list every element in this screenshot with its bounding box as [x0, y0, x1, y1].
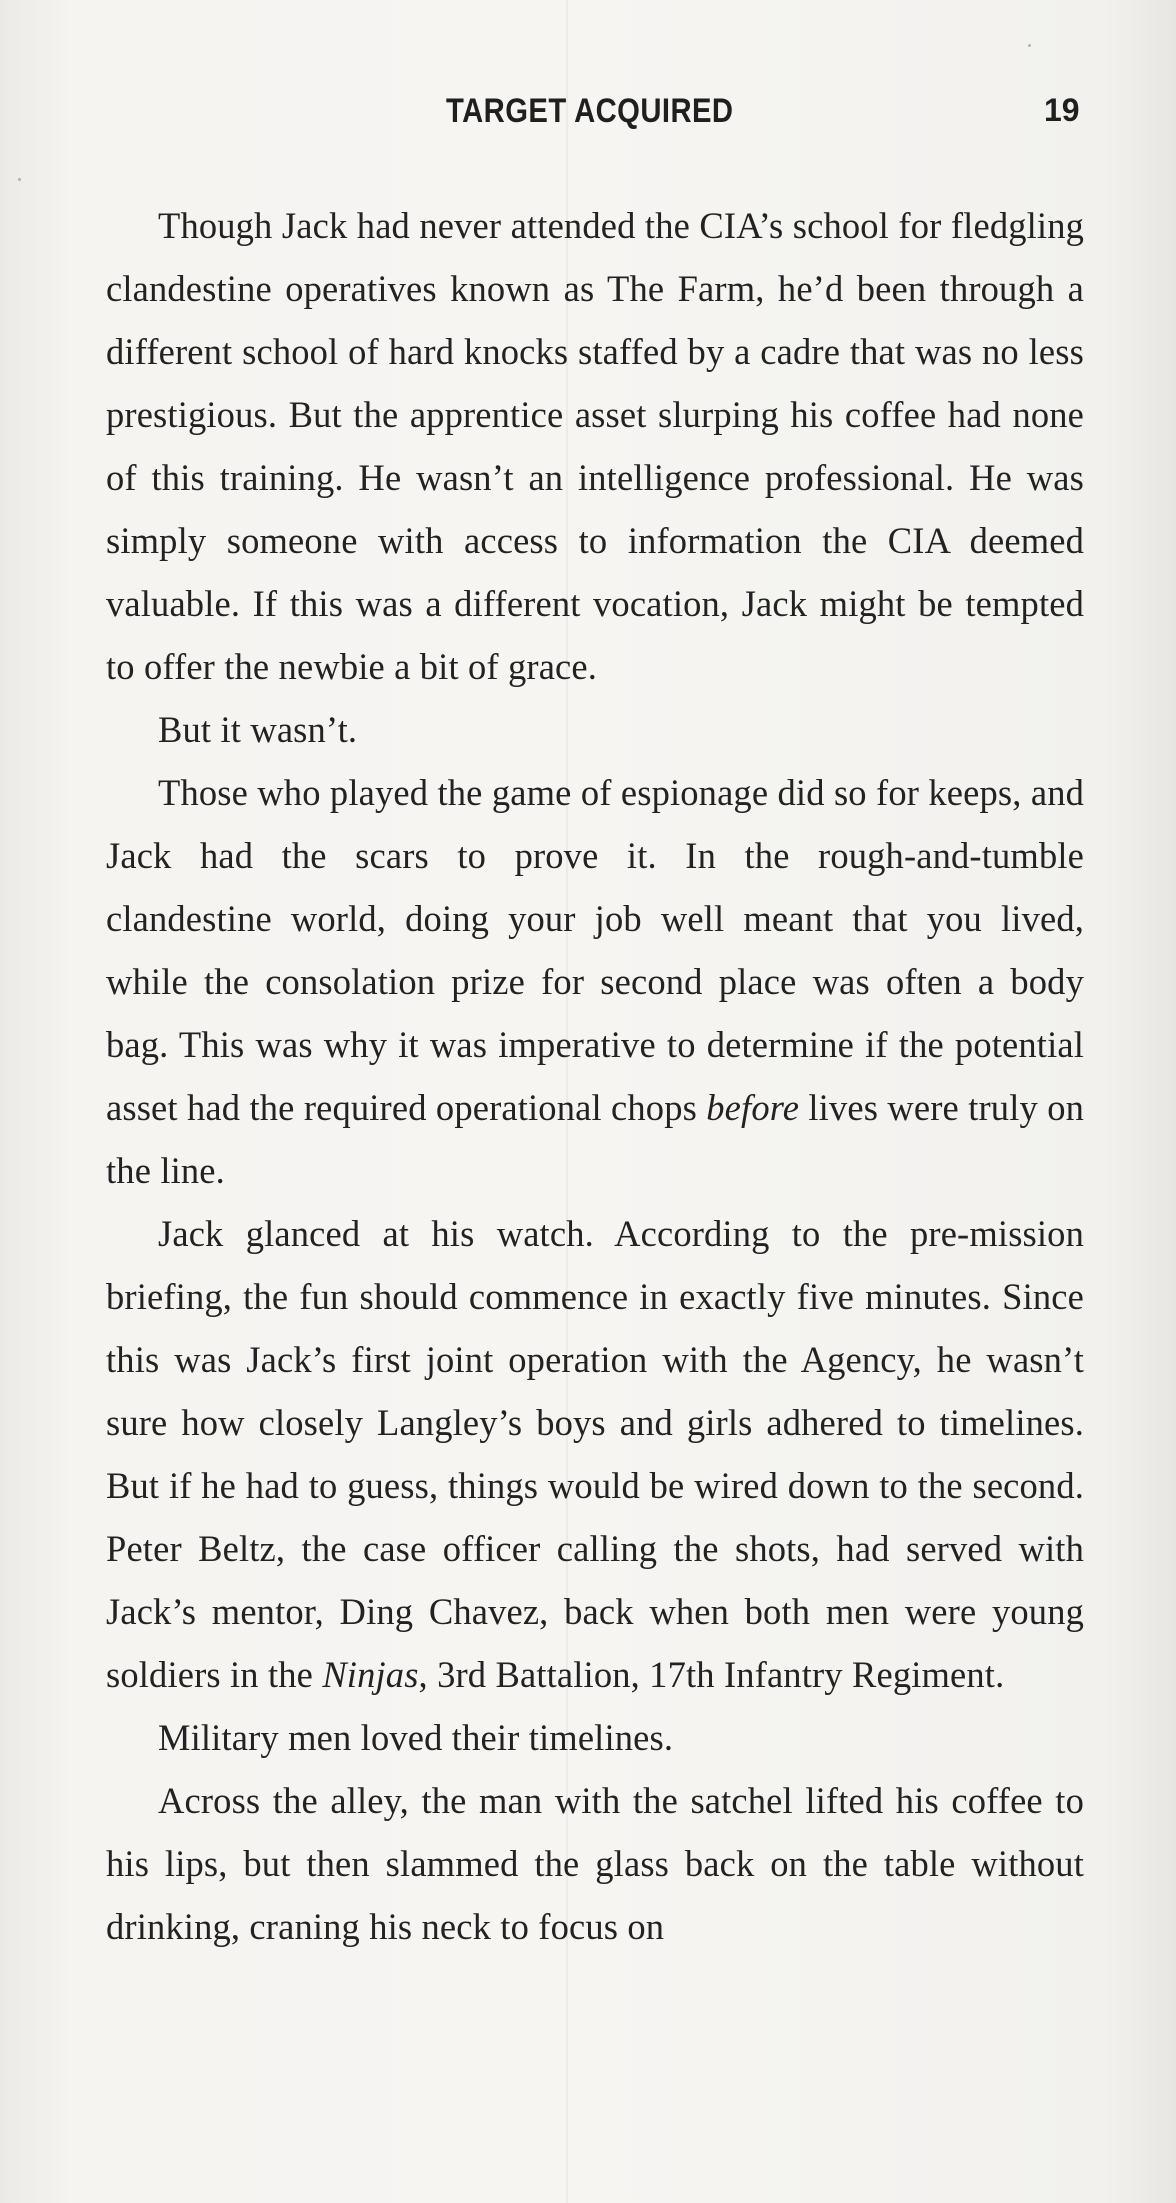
- paragraph-1: Though Jack had never attended the CIA’s school for fledgling clandestine operatives known as The Farm, he’d been through a different school of hard knocks staffed by a cadre that was no less prestigious. But the apprentice asset slurping his coffee had none of this training. He wasn’t an intelligence professional. He was simply someone with access to information the CIA deemed valuable. If this was a different vocation, Jack might be tempted to offer the newbie a bit of grace.: [106, 205, 1084, 687]
- paragraph-4-emphasis: Ninjas: [322, 1654, 419, 1695]
- paragraph-2: But it wasn’t.: [158, 709, 358, 750]
- paragraph-6: Across the alley, the man with the satchel lifted his coffee to his lips, but then slammed the glass back on the table without drinking, craning his neck to focus on: [106, 1780, 1084, 1947]
- paragraph-3-text-end: lives were truly on the line.: [106, 1087, 1084, 1191]
- body-text: [106, 194, 1084, 1958]
- paper-speck: [18, 178, 21, 181]
- running-header: [0, 92, 1176, 136]
- paper-speck: [1028, 44, 1031, 47]
- running-title: TARGET ACQUIRED: [446, 92, 734, 130]
- paragraph-3-text: Those who played the game of espionage did so for keeps, and Jack had the scars to prove it. In the rough-and-tumble clandestine world, doing your job well meant that you lived, while the consolation prize for second place was often a body bag. This was why it was imperative to determine if the potential asset had the required operational chops: [106, 772, 1084, 1128]
- paragraph-4-text: Jack glanced at his watch. According to the pre-mission briefing, the fun should commence in exactly five minutes. Since this was Jack’s first joint operation with the Agency, he wasn’t sure how closely Langley’s boys and girls adhered to timelines. But if he had to guess, things would be wired down to the second. Peter Beltz, the case officer calling the shots, had served with Jack’s mentor, Ding Chavez, back when both men were young soldiers in the: [106, 1213, 1084, 1695]
- page-number: 19: [1044, 92, 1080, 128]
- paragraph-3-emphasis: before: [706, 1087, 800, 1128]
- paragraph-4-text-end: , 3rd Battalion, 17th Infantry Regiment.: [418, 1654, 1005, 1695]
- paragraph-5: Military men loved their timelines.: [158, 1717, 674, 1758]
- paragraph-4: [106, 1202, 1084, 1706]
- paragraph-3: [106, 761, 1084, 1202]
